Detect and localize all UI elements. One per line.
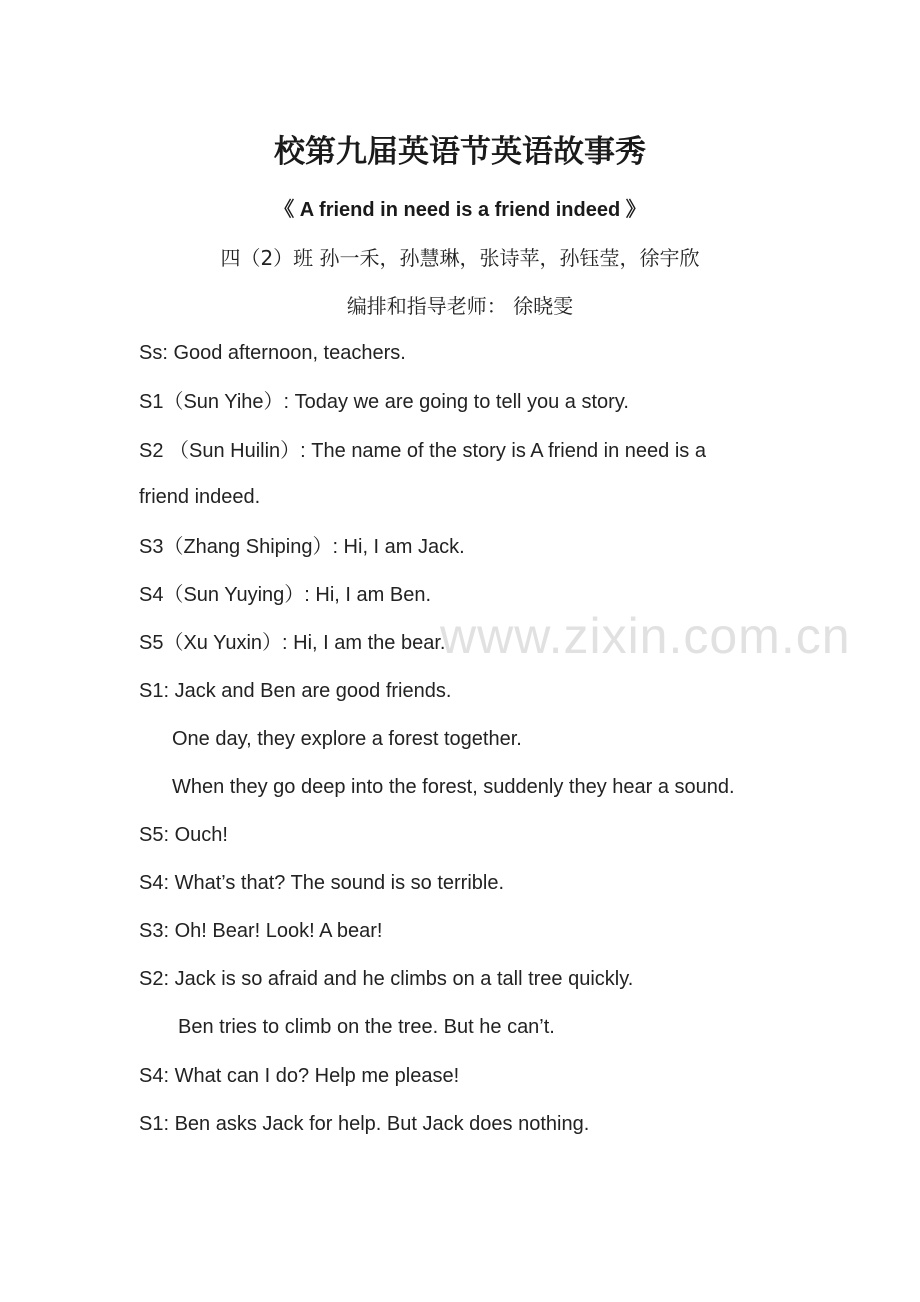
script-line: S2: Jack is so afraid and he climbs on a tall tree quickly. — [139, 968, 634, 990]
script-line: Ss: Good afternoon, teachers. — [139, 342, 406, 364]
script-line: One day, they explore a forest together. — [172, 728, 522, 750]
script-line: S2 （Sun Huilin）: The name of the story is A friend in need is a — [139, 440, 706, 462]
script-line: When they go deep into the forest, suddenly they hear a sound. — [172, 776, 735, 798]
class-members-line: 四（2）班 孙一禾，孙慧琳，张诗苹，孙钰莹，徐宇欣 — [220, 246, 700, 270]
script-line: Ben tries to climb on the tree. But he can’t. — [178, 1016, 555, 1038]
script-line: S1: Ben asks Jack for help. But Jack does nothing. — [139, 1113, 590, 1135]
script-line: S4: What’s that? The sound is so terrible. — [139, 872, 505, 894]
script-line: friend indeed. — [139, 486, 261, 508]
story-subtitle: 《 A friend in need is a friend indeed 》 — [274, 199, 646, 221]
script-line: S4: What can I do? Help me please! — [139, 1065, 460, 1087]
script-line: S5（Xu Yuxin）: Hi, I am the bear. — [139, 632, 446, 654]
script-line: S1（Sun Yihe）: Today we are going to tell you a story. — [139, 391, 629, 413]
document-title: 校第九届英语节英语故事秀 — [274, 134, 646, 170]
script-line: S5: Ouch! — [139, 824, 228, 846]
script-line: S1: Jack and Ben are good friends. — [139, 680, 452, 702]
script-line: S4（Sun Yuying）: Hi, I am Ben. — [139, 584, 432, 606]
script-line: S3: Oh! Bear! Look! A bear! — [139, 920, 383, 942]
script-line: S3（Zhang Shiping）: Hi, I am Jack. — [139, 536, 465, 558]
watermark: www.zixin.com.cn — [440, 608, 851, 664]
teacher-line: 编排和指导老师： 徐晓雯 — [346, 294, 574, 318]
